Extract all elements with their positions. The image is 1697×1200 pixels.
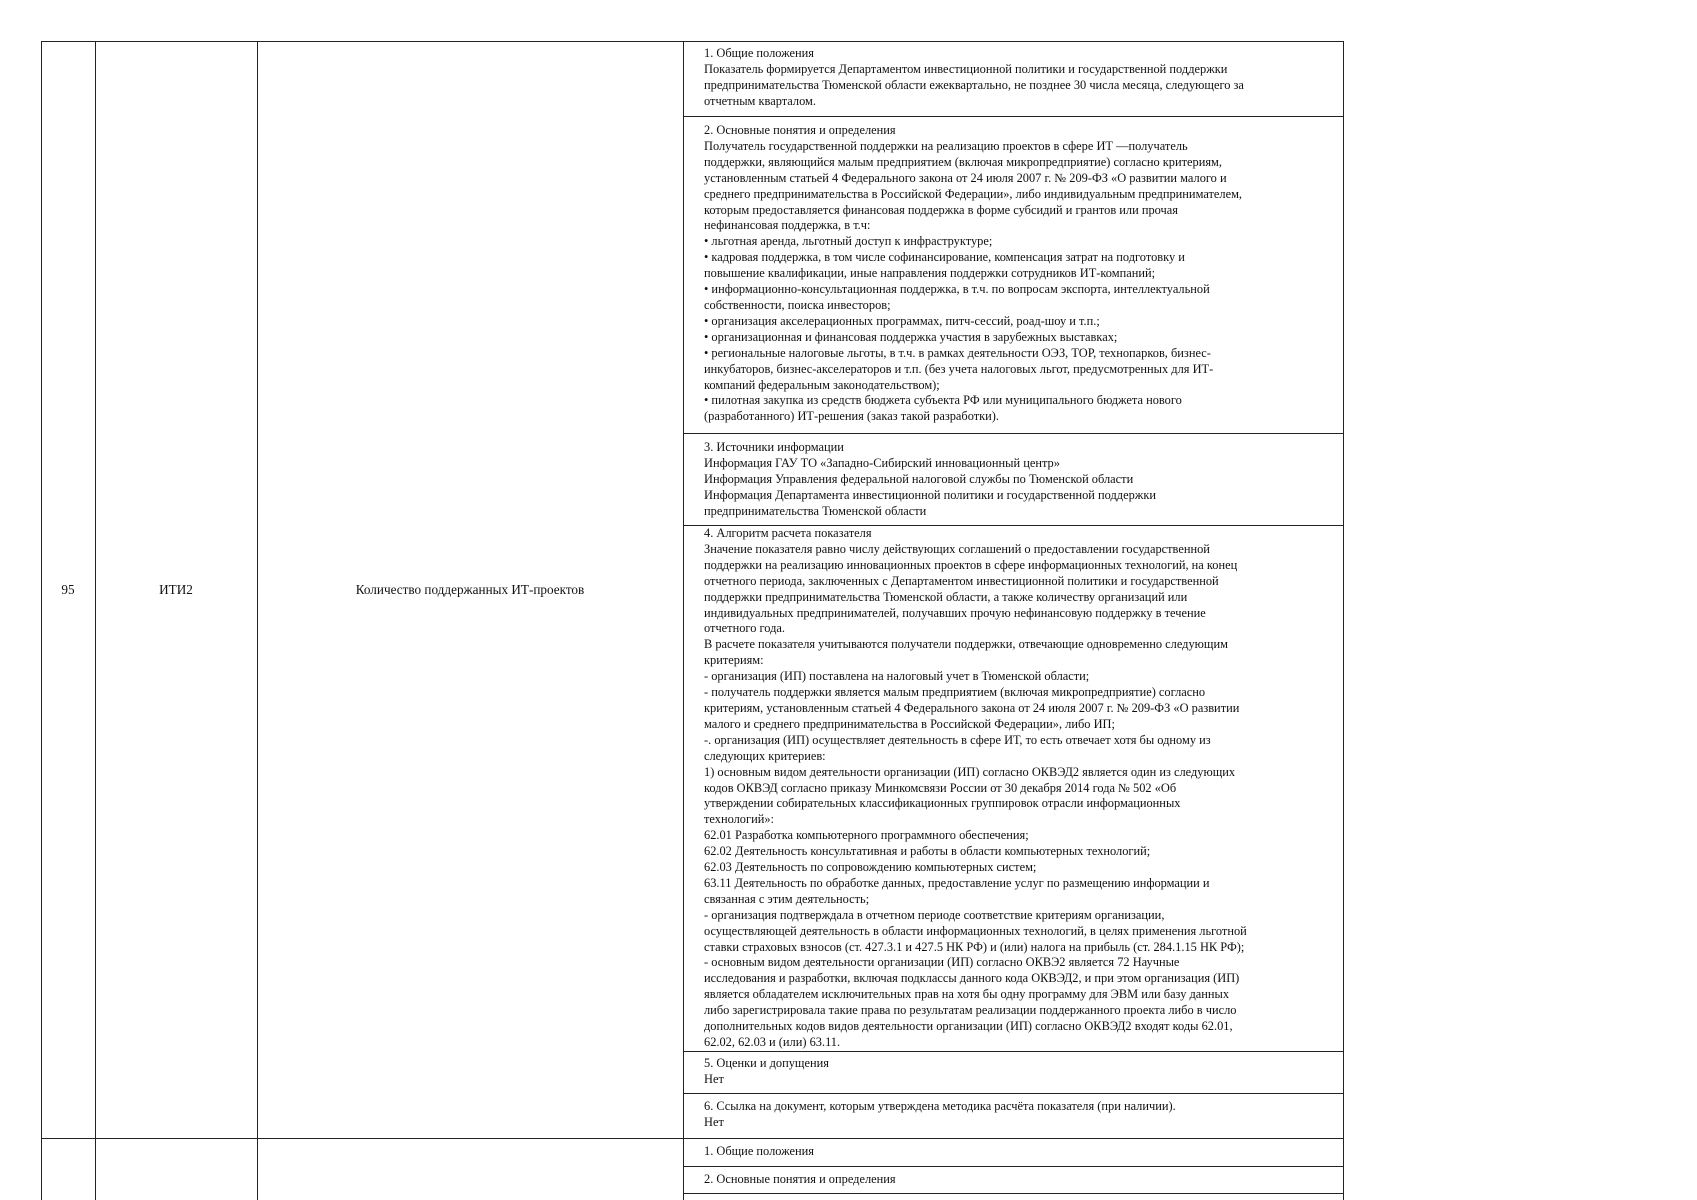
section-line: критериям, установленным статьей 4 Федерального закона от 24 июля 2007 г. № 209-ФЗ «О развитии bbox=[704, 700, 1240, 715]
section-title: 2. Основные понятия и определения bbox=[704, 123, 896, 137]
section-title: 4. Алгоритм расчета показателя bbox=[704, 526, 872, 540]
section-title: 2. Основные понятия и определения bbox=[704, 1172, 896, 1186]
section-line: которым предоставляется финансовая поддержка в форме субсидий и грантов или прочая bbox=[704, 202, 1178, 217]
section-divider-5 bbox=[683, 1093, 1343, 1094]
section-line: Нет bbox=[704, 1071, 724, 1086]
section-line: ставки страховых взносов (ст. 427.3.1 и 427.5 НК РФ) и (или) налога на прибыль (ст. 284.1.15 НК РФ); bbox=[704, 939, 1245, 954]
section-line: собственности, поиска инвесторов; bbox=[704, 297, 891, 312]
section-line: 1) основным видом деятельности организации (ИП) согласно ОКВЭД2 является один из следующих bbox=[704, 764, 1236, 779]
section-line: Информация Департамента инвестиционной политики и государственной поддержки bbox=[704, 487, 1157, 502]
section-line: инкубаторов, бизнес-акселераторов и т.п. (без учета налоговых льгот, предусмотренных для ИТ- bbox=[704, 361, 1214, 376]
section-line: исследования и разработки, включая подклассы данного кода ОКВЭД2, и при этом организация (ИП) bbox=[704, 971, 1240, 986]
section-line: 62.03 Деятельность по сопровождению компьютерных систем; bbox=[704, 860, 1037, 875]
section-line: Информация Управления федеральной налоговой службы по Тюменской области bbox=[704, 471, 1134, 486]
row2-divider-1 bbox=[683, 1166, 1343, 1167]
section-line: поддержки предпринимательства Тюменской области, а также количеству организаций или bbox=[704, 589, 1188, 604]
row2-bottom-border bbox=[683, 1193, 1343, 1194]
section-line: среднего предпринимательства в Российской Федерации», либо индивидуальным предпринимателем, bbox=[704, 186, 1243, 201]
section-line: Нет bbox=[704, 1114, 724, 1129]
section-divider-4 bbox=[683, 1051, 1343, 1052]
section-line: 62.01 Разработка компьютерного программного обеспечения; bbox=[704, 828, 1029, 843]
section-title: 1. Общие положения bbox=[704, 46, 815, 60]
section-line: поддержки на реализацию инновационных проектов в сфере информационных технологий, на конец bbox=[704, 557, 1238, 572]
section-information-sources bbox=[683, 440, 1343, 520]
section-line: • пилотная закупка из средств бюджета субъекта РФ или муниципального бюджета нового bbox=[704, 393, 1182, 408]
section-line: - получатель поддержки является малым предприятием (включая микропредприятие) согласно bbox=[704, 685, 1206, 700]
section-line: В расчете показателя учитываются получатели поддержки, отвечающие одновременно следующим bbox=[704, 637, 1228, 652]
row2-section-general-provisions bbox=[683, 1144, 1343, 1160]
section-line: установленным статьей 4 Федерального закона от 24 июля 2007 г. № 209-ФЗ «О развитии малого и bbox=[704, 170, 1227, 185]
section-line: отчетного периода, заключенных с Департаментом инвестиционной политики и государственной bbox=[704, 573, 1219, 588]
section-line: индивидуальных предпринимателей, получавших прочую нефинансовую поддержку в течение bbox=[704, 605, 1206, 620]
section-line: отчетным кварталом. bbox=[704, 93, 816, 108]
row-number: 95 bbox=[61, 582, 75, 597]
section-line: поддержки, являющийся малым предприятием (включая микропредприятие) согласно критериям, bbox=[704, 154, 1222, 169]
section-line: • организационная и финансовая поддержка участия в зарубежных выставках; bbox=[704, 329, 1118, 344]
section-line: компаний федеральным законодательством); bbox=[704, 377, 940, 392]
row1-bottom-border bbox=[41, 1138, 1343, 1139]
section-line: предпринимательства Тюменской области bbox=[704, 503, 927, 518]
section-line: либо зарегистрировала такие права по результатам реализации поддержанного проекта либо в число bbox=[704, 1003, 1237, 1018]
col-border-5 bbox=[1343, 41, 1344, 1200]
section-line: • организация акселерационных программах, питч-сессий, роад-шоу и т.п.; bbox=[704, 313, 1100, 328]
section-methodology-reference bbox=[683, 1099, 1343, 1131]
section-line: Показатель формируется Департаментом инвестиционной политики и государственной поддержки bbox=[704, 61, 1228, 76]
section-general-provisions bbox=[683, 46, 1343, 110]
section-line: - основным видом деятельности организации (ИП) согласно ОКВЭ2 является 72 Научные bbox=[704, 955, 1180, 970]
section-line: критериям: bbox=[704, 653, 764, 668]
section-line: нефинансовая поддержка, в т.ч: bbox=[704, 218, 871, 233]
section-definitions bbox=[683, 123, 1343, 425]
section-line: 62.02 Деятельность консультативная и работы в области компьютерных технологий; bbox=[704, 844, 1151, 859]
section-line: является обладателем исключительных прав на хотя бы одну программу для ЭВМ или базу данных bbox=[704, 987, 1230, 1002]
section-line: повышение квалификации, иные направления поддержки сотрудников ИТ-компаний; bbox=[704, 266, 1156, 281]
section-line: • льготная аренда, льготный доступ к инфраструктуре; bbox=[704, 234, 993, 249]
section-line: осуществляющей деятельность в области информационных технологий, в целях применения льготной bbox=[704, 923, 1247, 938]
section-calculation-algorithm bbox=[683, 526, 1343, 1051]
section-line: следующих критериев: bbox=[704, 748, 826, 763]
section-line: предпринимательства Тюменской области ежеквартально, не позднее 30 числа месяца, следующего за bbox=[704, 77, 1244, 92]
section-line: отчетного года. bbox=[704, 621, 785, 636]
section-line: • информационно-консультационная поддержка, в т.ч. по вопросам экспорта, интеллектуальной bbox=[704, 282, 1210, 297]
row2-section-definitions bbox=[683, 1172, 1343, 1188]
section-assumptions bbox=[683, 1056, 1343, 1088]
section-line: связанная с этим деятельность; bbox=[704, 891, 870, 906]
section-title: 1. Общие положения bbox=[704, 1144, 815, 1158]
section-line: Получатель государственной поддержки на реализацию проектов в сфере ИТ —получатель bbox=[704, 138, 1188, 153]
section-line: -. организация (ИП) осуществляет деятельность в сфере ИТ, то есть отвечает хотя бы одному из bbox=[704, 732, 1211, 747]
section-title: 3. Источники информации bbox=[704, 440, 844, 454]
section-line: • региональные налоговые льготы, в т.ч. в рамках деятельности ОЭЗ, ТОР, технопарков, бизнес- bbox=[704, 345, 1211, 360]
section-line: 63.11 Деятельность по обработке данных, предоставление услуг по размещению информации и bbox=[704, 875, 1210, 890]
section-line: - организация подтверждала в отчетном периоде соответствие критериям организации, bbox=[704, 907, 1165, 922]
section-divider-2 bbox=[683, 433, 1343, 434]
section-line: Информация ГАУ ТО «Западно-Сибирский инновационный центр» bbox=[704, 455, 1060, 470]
indicator-code: ИТИ2 bbox=[159, 582, 193, 597]
section-line: технологий»: bbox=[704, 812, 774, 827]
section-line: (разработанного) ИТ-решения (заказ такой разработки). bbox=[704, 409, 1000, 424]
section-line: дополнительных кодов видов деятельности организации (ИП) согласно ОКВЭД2 входят коды 62.01, bbox=[704, 1019, 1233, 1034]
section-line: малого и среднего предпринимательства в Российской Федерации», либо ИП; bbox=[704, 716, 1115, 731]
section-line: утверждении собирательных классификационных группировок отрасли информационных bbox=[704, 796, 1181, 811]
section-title: 6. Ссылка на документ, которым утверждена методика расчёта показателя (при наличии). bbox=[704, 1099, 1176, 1113]
section-line: Значение показателя равно числу действующих соглашений о предоставлении государственной bbox=[704, 541, 1210, 556]
section-line: - организация (ИП) поставлена на налоговый учет в Тюменской области; bbox=[704, 669, 1090, 684]
section-line: 62.02, 62.03 и (или) 63.11. bbox=[704, 1035, 841, 1049]
section-divider-1 bbox=[683, 116, 1343, 117]
section-title: 5. Оценки и допущения bbox=[704, 1056, 829, 1070]
section-line: кодов ОКВЭД согласно приказу Минкомсвязи России от 30 декабря 2014 года № 502 «Об bbox=[704, 780, 1177, 795]
indicator-name: Количество поддержанных ИТ-проектов bbox=[355, 582, 585, 597]
section-line: • кадровая поддержка, в том числе софинансирование, компенсация затрат на подготовку и bbox=[704, 250, 1185, 265]
